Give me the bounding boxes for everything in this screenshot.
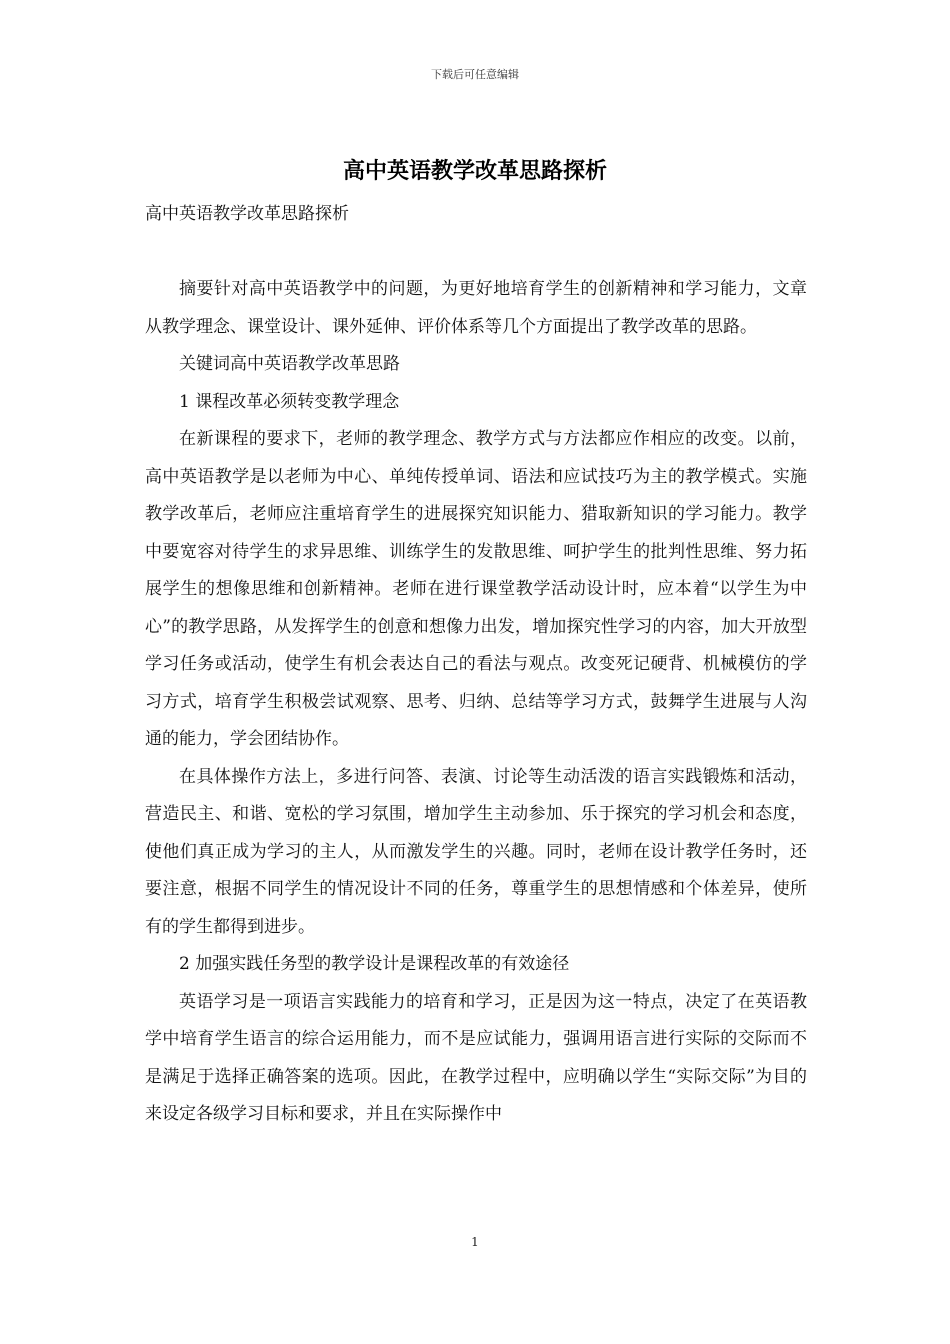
page-header-note: 下载后可任意编辑: [431, 68, 519, 81]
page-number: 1: [471, 1235, 479, 1249]
section-heading: 2 加强实践任务型的教学设计是课程改革的有效途径: [179, 954, 570, 974]
document-body: [145, 196, 807, 1134]
body-paragraph: 在具体操作方法上，多进行问答、表演、讨论等生动活泼的语言实践锻炼和活动，营造民主、和谐、宽松的学习氛围，增加学生主动参加、乐于探究的学习机会和态度，使他们真正成为学习的主人，从而激发学生的兴趣。同时，老师在设计教学任务时，还要注意，根据不同学生的情况设计不同的任务，尊重学生的思想情感和个体差异，使所有的学生都得到进步。: [145, 766, 807, 937]
document-subtitle: 高中英语教学改革思路探析: [145, 204, 349, 224]
keywords-paragraph: 关键词高中英语教学改革思路: [179, 354, 400, 374]
abstract-paragraph: 摘要针对高中英语教学中的问题，为更好地培育学生的创新精神和学习能力，文章从教学理念、课堂设计、课外延伸、评价体系等几个方面提出了教学改革的思路。: [145, 279, 807, 337]
body-paragraph: 英语学习是一项语言实践能力的培育和学习，正是因为这一特点，决定了在英语教学中培育学生语言的综合运用能力，而不是应试能力，强调用语言进行实际的交际而不是满足于选择正确答案的选项。因此，在教学过程中，应明确以学生“实际交际”为目的来设定各级学习目标和要求，并且在实际操作中: [145, 991, 807, 1124]
section-heading: 1 课程改革必须转变教学理念: [179, 391, 400, 412]
body-paragraph: 在新课程的要求下，老师的教学理念、教学方式与方法都应作相应的改变。以前，高中英语教学是以老师为中心、单纯传授单词、语法和应试技巧为主的教学模式。实施教学改革后，老师应注重培育学生的进展探究知识能力、猎取新知识的学习能力。教学中要宽容对待学生的求异思维、训练学生的发散思维、呵护学生的批判性思维、努力拓展学生的想像思维和创新精神。老师在进行课堂教学活动设计时，应本着“以学生为中心”的教学思路，从发挥学生的创意和想像力出发，增加探究性学习的内容，加大开放型学习任务或活动，使学生有机会表达自己的看法与观点。改变死记硬背、机械模仿的学习方式，培育学生积极尝试观察、思考、归纳、总结等学习方式，鼓舞学生进展与人沟通的能力，学会团结协作。: [145, 429, 807, 749]
document-title: 高中英语教学改革思路探析: [342, 158, 607, 184]
